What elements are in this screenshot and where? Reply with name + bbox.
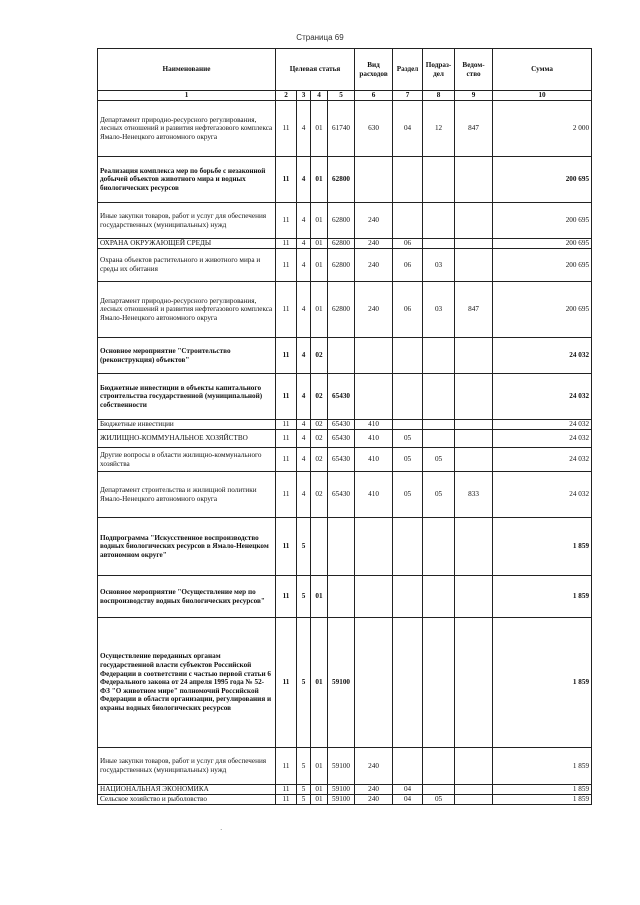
row-target-event: 01	[311, 101, 328, 157]
row-expense-type	[355, 576, 393, 618]
row-target-code: 65430	[328, 430, 355, 448]
row-subsection: 05	[423, 472, 455, 518]
row-department	[455, 448, 493, 472]
row-name: ОХРАНА ОКРУЖАЮЩЕЙ СРЕДЫ	[98, 239, 276, 249]
row-expense-type	[355, 157, 393, 203]
row-target-subprogram: 4	[297, 430, 311, 448]
row-target-subprogram: 4	[297, 203, 311, 239]
row-subsection	[423, 785, 455, 795]
row-target-event: 01	[311, 618, 328, 748]
row-target-subprogram: 4	[297, 282, 311, 338]
row-name: Реализация комплекса мер по борьбе с незаконной добычей объектов животного мира и водных биологических ресурсов	[98, 157, 276, 203]
row-name: Сельское хозяйство и рыболовство	[98, 795, 276, 805]
row-target-event: 01	[311, 795, 328, 805]
row-department	[455, 157, 493, 203]
row-subsection: 12	[423, 101, 455, 157]
row-department	[455, 203, 493, 239]
row-expense-type: 410	[355, 420, 393, 430]
row-department	[455, 374, 493, 420]
header-numbers-row	[98, 91, 592, 101]
row-target-subprogram: 4	[297, 101, 311, 157]
row-target-code: 65430	[328, 374, 355, 420]
row-target-subprogram: 5	[297, 576, 311, 618]
table-row	[98, 448, 592, 472]
row-expense-type: 240	[355, 785, 393, 795]
page-label: Страница 69	[296, 33, 344, 42]
row-target-program: 11	[276, 239, 297, 249]
row-expense-type: 240	[355, 795, 393, 805]
header-dept: Ведом-ство	[455, 49, 493, 91]
row-name: НАЦИОНАЛЬНАЯ ЭКОНОМИКА	[98, 785, 276, 795]
row-target-subprogram: 4	[297, 472, 311, 518]
row-target-event: 02	[311, 430, 328, 448]
col-num: 10	[493, 91, 592, 101]
row-target-code: 62800	[328, 282, 355, 338]
row-section	[393, 203, 423, 239]
row-target-subprogram: 5	[297, 795, 311, 805]
row-target-subprogram: 5	[297, 785, 311, 795]
row-sum: 1 859	[493, 748, 592, 785]
row-target-program: 11	[276, 157, 297, 203]
row-target-subprogram: 5	[297, 518, 311, 576]
row-target-event: 02	[311, 338, 328, 374]
row-section: 04	[393, 101, 423, 157]
row-target-event: 02	[311, 448, 328, 472]
row-target-subprogram: 4	[297, 239, 311, 249]
table-row	[98, 338, 592, 374]
row-name: Осуществление переданных органам государственной власти субъектов Российской Федерации в соответствии с частью первой статьи 6 Федерального закона от 24 апреля 1995 года № 52-ФЗ "О животном мире" полномочий Российской Федерации в области организации, регулирования и охраны водных биологических ресурсов	[98, 618, 276, 748]
header-exp-type: Вид расходов	[355, 49, 393, 91]
row-target-code: 65430	[328, 472, 355, 518]
row-target-program: 11	[276, 430, 297, 448]
row-sum: 200 695	[493, 239, 592, 249]
table-row	[98, 374, 592, 420]
row-sum: 1 859	[493, 576, 592, 618]
row-target-code: 61740	[328, 101, 355, 157]
row-target-subprogram: 4	[297, 448, 311, 472]
row-sum: 24 032	[493, 338, 592, 374]
row-name: Другие вопросы в области жилищно-коммунального хозяйства	[98, 448, 276, 472]
header-section: Раздел	[393, 49, 423, 91]
row-section	[393, 420, 423, 430]
row-name: Департамент природно-ресурсного регулирования, лесных отношений и развития нефтегазового комплекса Ямало-Ненецкого автономного округа	[98, 282, 276, 338]
col-num: 2	[276, 91, 297, 101]
row-department	[455, 430, 493, 448]
table-row	[98, 748, 592, 785]
row-subsection	[423, 576, 455, 618]
row-target-code	[328, 518, 355, 576]
row-expense-type: 240	[355, 249, 393, 282]
row-name: Бюджетные инвестиции	[98, 420, 276, 430]
table-row	[98, 282, 592, 338]
row-target-event: 02	[311, 420, 328, 430]
col-num: 4	[311, 91, 328, 101]
row-name: ЖИЛИЩНО-КОММУНАЛЬНОЕ ХОЗЯЙСТВО	[98, 430, 276, 448]
row-target-code: 62800	[328, 203, 355, 239]
row-subsection	[423, 430, 455, 448]
col-num: 5	[328, 91, 355, 101]
row-department	[455, 748, 493, 785]
row-department	[455, 249, 493, 282]
col-num: 6	[355, 91, 393, 101]
col-num: 9	[455, 91, 493, 101]
row-target-subprogram: 4	[297, 157, 311, 203]
row-target-code	[328, 576, 355, 618]
row-sum: 2 000	[493, 101, 592, 157]
row-expense-type	[355, 618, 393, 748]
row-target-event: 01	[311, 748, 328, 785]
row-subsection	[423, 338, 455, 374]
table-row	[98, 472, 592, 518]
row-subsection	[423, 618, 455, 748]
table-row	[98, 618, 592, 748]
row-name: Охрана объектов растительного и животного мира и среды их обитания	[98, 249, 276, 282]
row-target-program: 11	[276, 420, 297, 430]
row-section: 06	[393, 249, 423, 282]
row-target-event	[311, 518, 328, 576]
row-name: Основное мероприятие "Строительство (реконструкция) объектов"	[98, 338, 276, 374]
row-expense-type: 240	[355, 239, 393, 249]
row-section	[393, 576, 423, 618]
row-target-event: 01	[311, 576, 328, 618]
row-expense-type: 410	[355, 448, 393, 472]
row-sum: 200 695	[493, 282, 592, 338]
row-target-code: 59100	[328, 785, 355, 795]
row-target-code: 65430	[328, 448, 355, 472]
row-target-program: 11	[276, 338, 297, 374]
row-department	[455, 795, 493, 805]
row-section: 05	[393, 430, 423, 448]
row-target-program: 11	[276, 448, 297, 472]
table-row	[98, 576, 592, 618]
row-expense-type: 240	[355, 282, 393, 338]
col-num: 7	[393, 91, 423, 101]
table-row	[98, 430, 592, 448]
scan-speck: ·	[220, 826, 223, 834]
row-sum: 24 032	[493, 374, 592, 420]
row-subsection	[423, 203, 455, 239]
row-department	[455, 618, 493, 748]
row-department	[455, 420, 493, 430]
row-department: 847	[455, 282, 493, 338]
row-target-event: 01	[311, 282, 328, 338]
row-section: 04	[393, 785, 423, 795]
row-sum: 24 032	[493, 472, 592, 518]
row-sum: 24 032	[493, 448, 592, 472]
row-target-event: 01	[311, 239, 328, 249]
row-section	[393, 338, 423, 374]
row-target-program: 11	[276, 203, 297, 239]
row-expense-type: 410	[355, 430, 393, 448]
row-target-subprogram: 4	[297, 338, 311, 374]
row-section: 06	[393, 282, 423, 338]
row-target-event: 01	[311, 157, 328, 203]
row-sum: 200 695	[493, 203, 592, 239]
row-target-code: 62800	[328, 157, 355, 203]
row-target-code: 65430	[328, 420, 355, 430]
row-target-event: 02	[311, 374, 328, 420]
row-subsection	[423, 518, 455, 576]
row-department	[455, 338, 493, 374]
row-target-program: 11	[276, 249, 297, 282]
row-target-program: 11	[276, 795, 297, 805]
row-subsection: 05	[423, 448, 455, 472]
header-subsection: Подраз-дел	[423, 49, 455, 91]
row-section	[393, 374, 423, 420]
row-subsection: 05	[423, 795, 455, 805]
row-sum: 1 859	[493, 785, 592, 795]
row-target-event: 01	[311, 203, 328, 239]
header-target: Целевая статья	[276, 49, 355, 91]
header-row	[98, 49, 592, 91]
row-sum: 24 032	[493, 420, 592, 430]
row-target-subprogram: 4	[297, 249, 311, 282]
row-subsection: 03	[423, 249, 455, 282]
row-sum: 200 695	[493, 249, 592, 282]
row-target-code: 59100	[328, 618, 355, 748]
row-target-subprogram: 5	[297, 618, 311, 748]
row-name: Бюджетные инвестиции в объекты капитального строительства государственной (муниципальной) собственности	[98, 374, 276, 420]
row-target-subprogram: 4	[297, 374, 311, 420]
header-name: Наименование	[98, 49, 276, 91]
row-target-program: 11	[276, 748, 297, 785]
row-target-event: 01	[311, 785, 328, 795]
col-num: 8	[423, 91, 455, 101]
row-section	[393, 518, 423, 576]
row-sum: 1 859	[493, 618, 592, 748]
row-subsection	[423, 374, 455, 420]
row-department: 847	[455, 101, 493, 157]
row-target-program: 11	[276, 282, 297, 338]
row-section	[393, 157, 423, 203]
row-department	[455, 518, 493, 576]
row-target-code: 62800	[328, 239, 355, 249]
table-row	[98, 239, 592, 249]
row-name: Иные закупки товаров, работ и услуг для обеспечения государственных (муниципальных) нужд	[98, 203, 276, 239]
row-expense-type: 410	[355, 472, 393, 518]
table-row	[98, 785, 592, 795]
table-row	[98, 157, 592, 203]
row-name: Основное мероприятие "Осуществление мер по воспроизводству водных биологических ресурсов"	[98, 576, 276, 618]
row-department: 833	[455, 472, 493, 518]
col-num: 3	[297, 91, 311, 101]
row-target-subprogram: 5	[297, 748, 311, 785]
row-department	[455, 576, 493, 618]
row-target-program: 11	[276, 618, 297, 748]
row-section	[393, 618, 423, 748]
row-target-code: 59100	[328, 795, 355, 805]
row-name: Департамент природно-ресурсного регулирования, лесных отношений и развития нефтегазового комплекса Ямало-Ненецкого автономного округа	[98, 101, 276, 157]
row-target-event: 01	[311, 249, 328, 282]
row-target-program: 11	[276, 518, 297, 576]
row-target-subprogram: 4	[297, 420, 311, 430]
row-name: Подпрограмма "Искусственное воспроизводство водных биологических ресурсов в Ямало-Ненецком автономном округе"	[98, 518, 276, 576]
row-department	[455, 785, 493, 795]
row-expense-type	[355, 338, 393, 374]
row-section: 05	[393, 472, 423, 518]
table-row	[98, 203, 592, 239]
row-target-event: 02	[311, 472, 328, 518]
table-row	[98, 249, 592, 282]
row-target-program: 11	[276, 101, 297, 157]
row-sum: 1 859	[493, 518, 592, 576]
table-row	[98, 101, 592, 157]
row-subsection	[423, 239, 455, 249]
row-expense-type: 240	[355, 748, 393, 785]
row-subsection	[423, 157, 455, 203]
row-target-program: 11	[276, 374, 297, 420]
header-sum: Сумма	[493, 49, 592, 91]
row-sum: 1 859	[493, 795, 592, 805]
row-name: Департамент строительства и жилищной политики Ямало-Ненецкого автономного округа	[98, 472, 276, 518]
table-row	[98, 795, 592, 805]
row-section: 06	[393, 239, 423, 249]
table-row	[98, 420, 592, 430]
row-target-code	[328, 338, 355, 374]
row-section: 04	[393, 795, 423, 805]
row-expense-type	[355, 374, 393, 420]
row-sum: 200 695	[493, 157, 592, 203]
row-section: 05	[393, 448, 423, 472]
row-section	[393, 748, 423, 785]
row-subsection	[423, 420, 455, 430]
row-expense-type: 240	[355, 203, 393, 239]
row-target-program: 11	[276, 576, 297, 618]
row-subsection	[423, 748, 455, 785]
budget-table	[97, 48, 592, 805]
row-expense-type: 630	[355, 101, 393, 157]
table-row	[98, 518, 592, 576]
row-target-code: 59100	[328, 748, 355, 785]
col-num: 1	[98, 91, 276, 101]
row-target-program: 11	[276, 472, 297, 518]
row-sum: 24 032	[493, 430, 592, 448]
row-subsection: 03	[423, 282, 455, 338]
row-target-program: 11	[276, 785, 297, 795]
row-name: Иные закупки товаров, работ и услуг для обеспечения государственных (муниципальных) нужд	[98, 748, 276, 785]
row-expense-type	[355, 518, 393, 576]
row-target-code: 62800	[328, 249, 355, 282]
row-department	[455, 239, 493, 249]
